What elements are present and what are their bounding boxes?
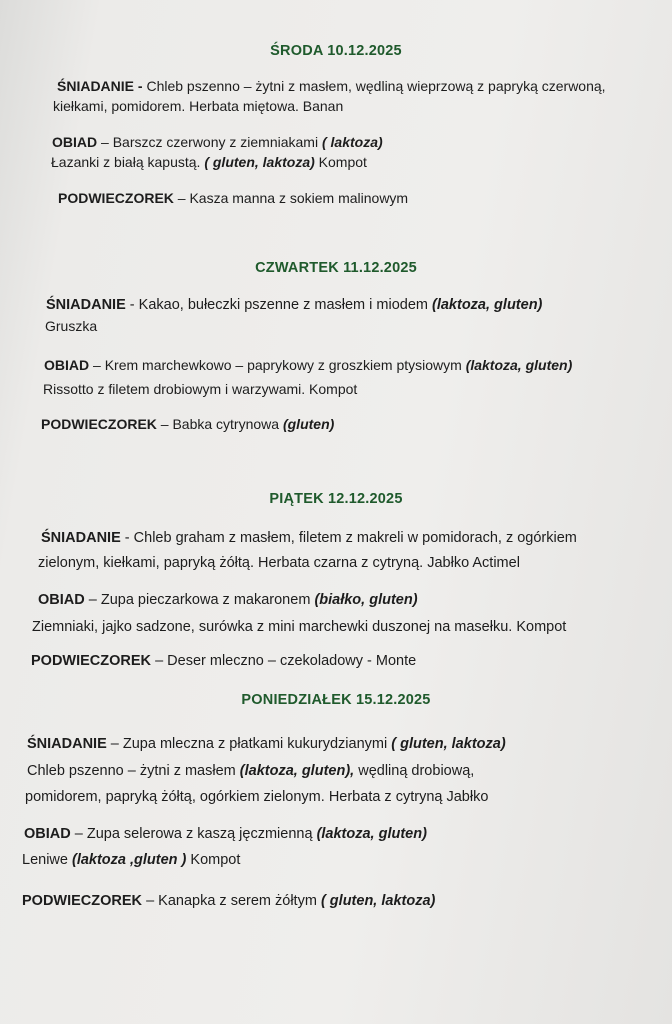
snack-label: PODWIECZOREK	[31, 653, 152, 669]
allergen-note: (laktoza ,gluten )	[71, 852, 187, 868]
breakfast-line: zielonym, kiełkami, papryką żółtą. Herbata czarna z cytryną. Jabłko Actimel	[38, 555, 520, 571]
lunch-line	[52, 133, 383, 151]
breakfast-line	[27, 762, 474, 780]
lunch-label: OBIAD	[38, 592, 85, 608]
snack-line	[31, 652, 416, 670]
snack-line	[41, 415, 334, 433]
breakfast-label: ŚNIADANIE	[27, 736, 107, 752]
lunch-text: – Zupa pieczarkowa z makaronem	[88, 592, 311, 608]
lunch-text: Leniwe	[22, 852, 68, 868]
snack-label: PODWIECZOREK	[41, 416, 157, 432]
snack-label: PODWIECZOREK	[22, 893, 143, 909]
lunch-line	[24, 825, 427, 843]
breakfast-text: – Zupa mleczna z płatkami kukurydzianymi	[110, 736, 388, 752]
breakfast-text: wędliną drobiową,	[358, 763, 475, 779]
lunch-line	[44, 356, 572, 374]
allergen-note: ( gluten, laktoza)	[320, 893, 436, 909]
snack-text: – Kasza manna z sokiem malinowym	[177, 190, 409, 206]
snack-line	[58, 189, 408, 207]
breakfast-text: Chleb pszenno – żytni z masłem	[27, 763, 236, 779]
lunch-line: Rissotto z filetem drobiowym i warzywami. Kompot	[43, 381, 358, 397]
lunch-label: OBIAD	[44, 357, 90, 373]
breakfast-line: pomidorem, papryką żółtą, ogórkiem zielonym. Herbata z cytryną Jabłko	[25, 789, 489, 805]
allergen-note: ( laktoza)	[321, 134, 383, 150]
day-heading: ŚRODA 10.12.2025	[270, 43, 402, 59]
lunch-line	[51, 153, 367, 171]
snack-text: – Babka cytrynowa	[160, 416, 280, 432]
allergen-note: (laktoza, gluten)	[465, 357, 573, 373]
breakfast-text: Chleb pszenno – żytni z masłem, wędliną wieprzową z papryką czerwoną,	[146, 78, 606, 94]
snack-text: – Kanapka z serem żółtym	[146, 893, 317, 909]
breakfast-label: ŚNIADANIE	[46, 297, 126, 313]
lunch-drink: Kompot	[190, 852, 241, 868]
lunch-line: Ziemniaki, jajko sadzone, surówka z mini marchewki duszonej na masełku. Kompot	[32, 619, 567, 635]
lunch-text: Łazanki z białą kapustą.	[51, 154, 201, 170]
breakfast-text: - Chleb graham z masłem, filetem z makreli w pomidorach, z ogórkiem	[124, 530, 577, 546]
breakfast-line	[41, 529, 577, 547]
lunch-drink: Kompot	[318, 154, 367, 170]
allergen-note: (laktoza, gluten),	[239, 763, 355, 779]
day-heading: PIĄTEK 12.12.2025	[269, 491, 403, 507]
day-heading: PONIEDZIAŁEK 15.12.2025	[241, 692, 431, 708]
lunch-text: – Zupa selerowa z kaszą jęczmienną	[74, 826, 313, 842]
breakfast-line	[27, 735, 506, 753]
allergen-note: (laktoza, gluten)	[432, 297, 543, 313]
breakfast-line	[57, 77, 606, 95]
lunch-text: – Krem marchewkowo – paprykowy z groszkiem ptysiowym	[93, 357, 462, 373]
snack-label: PODWIECZOREK	[58, 190, 174, 206]
lunch-text: – Barszcz czerwony z ziemniakami	[101, 134, 319, 150]
day-heading: CZWARTEK 11.12.2025	[255, 260, 417, 276]
lunch-line	[22, 851, 240, 869]
breakfast-label: ŚNIADANIE	[41, 530, 121, 546]
breakfast-line: Gruszka	[45, 318, 98, 334]
lunch-label: OBIAD	[52, 134, 98, 150]
allergen-note: (białko, gluten)	[314, 592, 418, 608]
lunch-line	[38, 591, 418, 609]
snack-line	[22, 892, 435, 910]
allergen-note: ( gluten, laktoza)	[391, 736, 506, 752]
snack-text: – Deser mleczno – czekoladowy - Monte	[155, 653, 417, 669]
allergen-note: (laktoza, gluten)	[316, 826, 427, 842]
allergen-note: (gluten)	[282, 416, 335, 432]
lunch-label: OBIAD	[24, 826, 71, 842]
breakfast-text: - Kakao, bułeczki pszenne z masłem i miodem	[129, 297, 428, 313]
breakfast-label: ŚNIADANIE -	[57, 78, 143, 94]
breakfast-line: kiełkami, pomidorem. Herbata miętowa. Banan	[53, 98, 344, 114]
allergen-note: ( gluten, laktoza)	[204, 154, 315, 170]
breakfast-line	[46, 296, 542, 314]
